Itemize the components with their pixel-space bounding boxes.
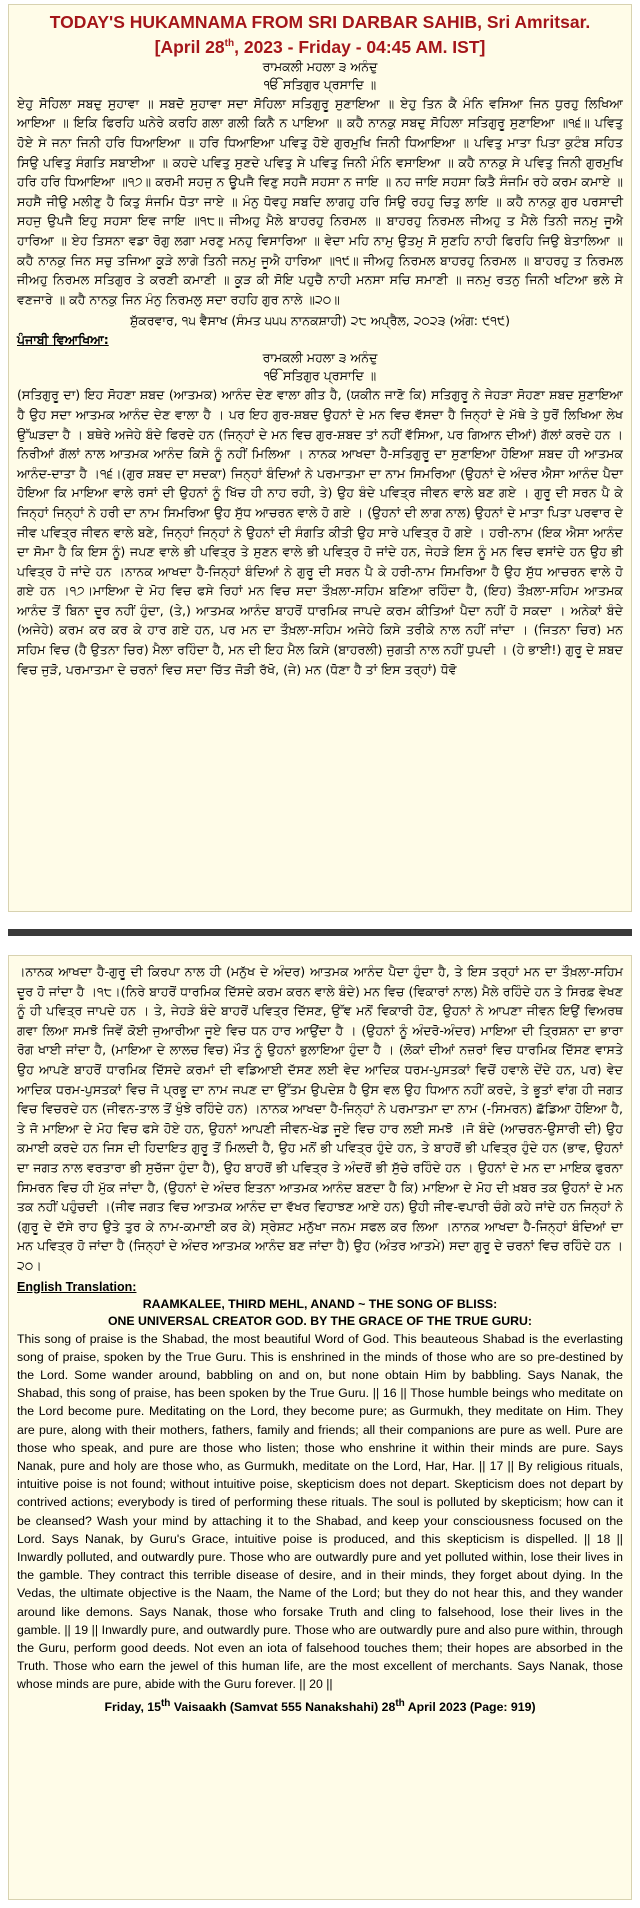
punjabi-text-part2: ।ਨਾਨਕ ਆਖਦਾ ਹੈ-ਗੁਰੂ ਦੀ ਕਿਰਪਾ ਨਾਲ ਹੀ (ਮਨੁੱਖ ਦੇ ਅੰਦਰ) ਆਤਮਕ ਆਨੰਦ ਪੈਦਾ ਹੁੰਦਾ ਹੈ, ਤੇ ਇਸ ਤਰ੍ਹਾਂ ਮਨ ਦਾ ਤੌਖ਼ਲਾ-ਸਹਿਮ ਦੂਰ ਹੋ ਜਾਂਦਾ ਹੈ ।੧੮।(ਨਿਰੇ ਬਾਹਰੋਂ ਧਾਰਮਿਕ ਦਿੱਸਦੇ ਕਰਮ ਕਰਨ ਵਾਲੇ ਬੰਦੇ) ਮਨ ਵਿਚ (ਵਿਕਾਰਾਂ ਨਾਲ) ਮੈਲੇ ਰਹਿੰਦੇ ਹਨ ਤੇ ਸਿਰਫ਼ ਵੇਖਣ ਨੂੰ ਹੀ ਪਵਿਤ੍ਰ ਜਾਪਦੇ ਹਨ । ਤੇ, ਜੇਹੜੇ ਬੰਦੇ ਬਾਹਰੋਂ ਪਵਿਤ੍ਰ ਦਿੱਸਣ, ਉੱਞ ਮਨੋਂ ਵਿਕਾਰੀ ਹੋਣ, ਉਹਨਾਂ ਨੇ ਆਪਣਾ ਜੀਵਨ ਇਉਂ ਵਿਅਰਥ ਗਵਾ ਲਿਆ ਸਮਝੋ ਜਿਵੇਂ ਕੋਈ ਜੁਆਰੀਆ ਜੂਏ ਵਿਚ ਧਨ ਹਾਰ ਆਉਂਦਾ ਹੈ । (ਉਹਨਾਂ ਨੂੰ ਅੰਦਰੋ-ਅੰਦਰ) ਮਾਇਆ ਦੀ ਤ੍ਰਿਸ਼ਨਾ ਦਾ ਭਾਰਾ ਰੋਗ ਖਾਈ ਜਾਂਦਾ ਹੈ, (ਮਾਇਆ ਦੇ ਲਾਲਚ ਵਿਚ) ਮੌਤ ਨੂੰ ਉਹਨਾਂ ਭੁਲਾਇਆ ਹੁੰਦਾ ਹੈ । (ਲੋਕਾਂ ਦੀਆਂ ਨਜ਼ਰਾਂ ਵਿਚ ਧਾਰਮਿਕ ਦਿੱਸਣ ਵਾਸਤੇ ਉਹ ਆਪਣੇ ਬਾਹਰੋਂ ਧਾਰਮਿਕ ਦਿੱਸਦੇ ਕਰਮਾਂ ਦੀ ਵਡਿਆਈ ਦੱਸਣ ਲਈ ਵੇਦ ਆਦਿਕ ਧਰਮ-ਪੁਸਤਕਾਂ ਵਿਚੋਂ ਹਵਾਲੇ ਦੇਂਦੇ ਹਨ, ਪਰ) ਵੇਦ ਆਦਿਕ ਧਰਮ-ਪੁਸਤਕਾਂ ਵਿਚ ਜੋ ਪ੍ਰਭੂ ਦਾ ਨਾਮ ਜਪਣ ਦਾ ਉੱਤਮ ਉਪਦੇਸ਼ ਹੈ ਉਸ ਵਲ ਉਹ ਧਿਆਨ ਨਹੀਂ ਕਰਦੇ, ਤੇ ਭੂਤਾਂ ਵਾਂਗ ਹੀ ਜਗਤ ਵਿਚ ਵਿਚਰਦੇ ਹਨ (ਜੀਵਨ-ਤਾਲ ਤੋਂ ਖੁੰਝੇ ਰਹਿੰਦੇ ਹਨ) ।ਨਾਨਕ ਆਖਦਾ ਹੈ-ਜਿਨ੍ਹਾਂ ਨੇ ਪਰਮਾਤਮਾ ਦਾ ਨਾਮ (-ਸਿਮਰਨ) ਛੱਡਿਆ ਹੋਇਆ ਹੈ, ਤੇ ਜੋ ਮਾਇਆ ਦੇ ਮੋਹ ਵਿਚ ਫਸੇ ਹੋਏ ਹਨ, ਉਹਨਾਂ ਆਪਣੀ ਜੀਵਨ-ਖੇਡ ਜੂਏ ਵਿਚ ਹਾਰ ਲਈ ਸਮਝੋ ।ਜੋ ਬੰਦੇ (ਆਚਰਨ-ਉਸਾਰੀ ਦੀ) ਉਹ ਕਮਾਈ ਕਰਦੇ ਹਨ ਜਿਸ ਦੀ ਹਿਦਾਇਤ ਗੁਰੂ ਤੋਂ ਮਿਲਦੀ ਹੈ, ਉਹ ਮਨੋਂ ਭੀ ਪਵਿਤ੍ਰ ਹੁੰਦੇ ਹਨ, ਤੇ ਬਾਹਰੋਂ ਭੀ ਪਵਿਤ੍ਰ ਹੁੰਦੇ ਹਨ (ਭਾਵ, ਉਹਨਾਂ ਦਾ ਜਗਤ ਨਾਲ ਵਰਤਾਰਾ ਭੀ ਸੁਚੱਜਾ ਹੁੰਦਾ ਹੈ), ਉਹ ਬਾਹਰੋਂ ਭੀ ਪਵਿਤ੍ਰ ਤੇ ਅੰਦਰੋਂ ਭੀ ਸੁੱਚੇ ਰਹਿੰਦੇ ਹਨ । ਉਹਨਾਂ ਦੇ ਮਨ ਦਾ ਮਾਇਕ ਫੁਰਨਾ ਸਿਮਰਨ ਵਿਚ ਹੀ ਮੁੱਕ ਜਾਂਦਾ ਹੈ, (ਉਹਨਾਂ ਦੇ ਅੰਦਰ ਇਤਨਾ ਆਤਮਕ ਆਨੰਦ ਬਣਦਾ ਹੈ ਕਿ) ਮਾਇਆ ਦੇ ਮੋਹ ਦੀ ਖ਼ਬਰ ਤਕ ਉਹਨਾਂ ਦੇ ਮਨ ਤਕ ਨਹੀਂ ਪਹੁੰਚਦੀ ।(ਜੀਵ ਜਗਤ ਵਿਚ ਆਤਮਕ ਆਨੰਦ ਦਾ ਵੱਖਰ ਵਿਹਾਝਣ ਆਏ ਹਨ) ਉਹੀ ਜੀਵ-ਵਪਾਰੀ ਚੰਗੇ ਕਹੇ ਜਾਂਦੇ ਹਨ ਜਿਨ੍ਹਾਂ ਨੇ (ਗੁਰੂ ਦੇ ਦੱਸੇ ਰਾਹ ਉਤੇ ਤੁਰ ਕੇ ਨਾਮ-ਕਮਾਈ ਕਰ ਕੇ) ਸ੍ਰੇਸ਼ਟ ਮਨੁੱਖਾ ਜਨਮ ਸਫਲ ਕਰ ਲਿਆ ।ਨਾਨਕ ਆਖਦਾ ਹੈ-ਜਿਨ੍ਹਾਂ ਬੰਦਿਆਂ ਦਾ ਮਨ ਪਵਿਤ੍ਰ ਹੋ ਜਾਂਦਾ ਹੈ (ਜਿਨ੍ਹਾਂ ਦੇ ਅੰਦਰ ਆਤਮਕ ਆਨੰਦ ਬਣ ਜਾਂਦਾ ਹੈ) ਉਹ (ਅੰਤਰ ਆਤਮੇ) ਸਦਾ ਗੁਰੂ ਦੇ ਚਰਨਾਂ ਵਿਚ ਰਹਿੰਦੇ ਹਨ ।੨੦। — [17, 964, 623, 1273]
punjabi-text-part1: (ਸਤਿਗੁਰੂ ਦਾ) ਇਹ ਸੋਹਣਾ ਸ਼ਬਦ (ਆਤਮਕ) ਆਨੰਦ ਦੇਣ ਵਾਲਾ ਗੀਤ ਹੈ, (ਯਕੀਨ ਜਾਣੋ ਕਿ) ਸਤਿਗੁਰੂ ਨੇ ਜੇਹੜਾ ਸੋਹਣਾ ਸ਼ਬਦ ਸੁਣਾਇਆ ਹੈ ਉਹ ਸਦਾ ਆਤਮਕ ਆਨੰਦ ਦੇਣ ਵਾਲਾ ਹੈ । ਪਰ ਇਹ ਗੁਰ-ਸ਼ਬਦ ਉਹਨਾਂ ਦੇ ਮਨ ਵਿਚ ਵੱਸਦਾ ਹੈ ਜਿਨ੍ਹਾਂ ਦੇ ਮੱਥੇ ਤੇ ਧੁਰੋਂ ਲਿਖਿਆ ਲੇਖ ਉੱਘੜਦਾ ਹੈ । ਬਥੇਰੇ ਅਜੇਹੇ ਬੰਦੇ ਫਿਰਦੇ ਹਨ (ਜਿਨ੍ਹਾਂ ਦੇ ਮਨ ਵਿਚ ਗੁਰ-ਸ਼ਬਦ ਤਾਂ ਨਹੀਂ ਵੱਸਿਆ, ਪਰ ਗਿਆਨ ਦੀਆਂ) ਗੱਲਾਂ ਕਰਦੇ ਹਨ । ਨਿਰੀਆਂ ਗੱਲਾਂ ਨਾਲ ਆਤਮਕ ਆਨੰਦ ਕਿਸੇ ਨੂੰ ਨਹੀਂ ਮਿਲਿਆ । ਨਾਨਕ ਆਖਦਾ ਹੈ-ਸਤਿਗੁਰੂ ਦਾ ਸੁਣਾਇਆ ਹੋਇਆ ਸ਼ਬਦ ਹੀ ਆਤਮਕ ਆਨੰਦ-ਦਾਤਾ ਹੈ ।੧੬।(ਗੁਰ ਸ਼ਬਦ ਦਾ ਸਦਕਾ) ਜਿਨ੍ਹਾਂ ਬੰਦਿਆਂ ਨੇ ਪਰਮਾਤਮਾ ਦਾ ਨਾਮ ਸਿਮਰਿਆ (ਉਹਨਾਂ ਦੇ ਅੰਦਰ ਐਸਾ ਆਨੰਦ ਪੈਦਾ ਹੋਇਆ ਕਿ ਮਾਇਆ ਵਾਲੇ ਰਸਾਂ ਦੀ ਉਹਨਾਂ ਨੂੰ ਖਿੱਚ ਹੀ ਨਾਹ ਰਹੀ, ਤੇ) ਉਹ ਬੰਦੇ ਪਵਿਤ੍ਰ ਜੀਵਨ ਵਾਲੇ ਬਣ ਗਏ । ਗੁਰੂ ਦੀ ਸਰਨ ਪੈ ਕੇ ਜਿਨ੍ਹਾਂ ਜਿਨ੍ਹਾਂ ਨੇ ਹਰੀ ਦਾ ਨਾਮ ਸਿਮਰਿਆ ਉਹ ਸੁੱਧ ਆਚਰਨ ਵਾਲੇ ਹੋ ਗਏ । (ਉਹਨਾਂ ਦੀ ਲਾਗ ਨਾਲ) ਉਹਨਾਂ ਦੇ ਮਾਤਾ ਪਿਤਾ ਪਰਵਾਰ ਦੇ ਜੀਵ ਪਵਿਤ੍ਰ ਜੀਵਨ ਵਾਲੇ ਬਣੇ, ਜਿਨ੍ਹਾਂ ਜਿਨ੍ਹਾਂ ਨੇ ਉਹਨਾਂ ਦੀ ਸੰਗਤਿ ਕੀਤੀ ਉਹ ਸਾਰੇ ਪਵਿਤ੍ਰ ਹੋ ਗਏ । ਹਰੀ-ਨਾਮ (ਇਕ ਐਸਾ ਆਨੰਦ ਦਾ ਸੋਮਾ ਹੈ ਕਿ ਇਸ ਨੂੰ) ਜਪਣ ਵਾਲੇ ਭੀ ਪਵਿਤ੍ਰ ਤੇ ਸੁਣਨ ਵਾਲੇ ਭੀ ਪਵਿਤ੍ਰ ਹੋ ਜਾਂਦੇ ਹਨ, ਜੇਹੜੇ ਇਸ ਨੂੰ ਮਨ ਵਿਚ ਵਸਾਂਦੇ ਹਨ ਉਹ ਭੀ ਪਵਿਤ੍ਰ ਹੋ ਜਾਂਦੇ ਹਨ ।ਨਾਨਕ ਆਖਦਾ ਹੈ-ਜਿਨ੍ਹਾਂ ਬੰਦਿਆਂ ਨੇ ਗੁਰੂ ਦੀ ਸਰਨ ਪੈ ਕੇ ਹਰੀ-ਨਾਮ ਸਿਮਰਿਆ ਹੈ ਉਹ ਸੁੱਧ ਆਚਰਨ ਵਾਲੇ ਹੋ ਗਏ ਹਨ ।੧੭।ਮਾਇਆ ਦੇ ਮੋਹ ਵਿਚ ਫਸੇ ਰਿਹਾਂ ਮਨ ਵਿਚ ਸਦਾ ਤੌਖ਼ਲਾ-ਸਹਿਮ ਬਣਿਆ ਰਹਿੰਦਾ ਹੈ, (ਇਹ) ਤੌਖ਼ਲਾ-ਸਹਿਮ ਆਤਮਕ ਆਨੰਦ ਤੋਂ ਬਿਨਾ ਦੂਰ ਨਹੀਂ ਹੁੰਦਾ, (ਤੇ,) ਆਤਮਕ ਆਨੰਦ ਬਾਹਰੋਂ ਧਾਰਮਿਕ ਜਾਪਦੇ ਕਰਮ ਕੀਤਿਆਂ ਪੈਦਾ ਨਹੀਂ ਹੋ ਸਕਦਾ । ਅਨੇਕਾਂ ਬੰਦੇ (ਅਜੇਹੇ) ਕਰਮ ਕਰ ਕਰ ਕੇ ਹਾਰ ਗਏ ਹਨ, ਪਰ ਮਨ ਦਾ ਤੌਖ਼ਲਾ-ਸਹਿਮ ਅਜੇਹੇ ਕਿਸੇ ਤਰੀਕੇ ਨਾਲ ਨਹੀਂ ਜਾਂਦਾ । (ਜਿਤਨਾ ਚਿਰ) ਮਨ ਸਹਿਮ ਵਿਚ (ਹੈ ਉਤਨਾ ਚਿਰ) ਮੈਲਾ ਰਹਿੰਦਾ ਹੈ, ਮਨ ਦੀ ਇਹ ਮੈਲ ਕਿਸੇ (ਬਾਹਰਲੀ) ਜੁਗਤੀ ਨਾਲ ਨਹੀਂ ਧੁਪਦੀ । (ਹੇ ਭਾਈ!) ਗੁਰੂ ਦੇ ਸ਼ਬਦ ਵਿਚ ਜੁੜੋ, ਪਰਮਾਤਮਾ ਦੇ ਚਰਨਾਂ ਵਿਚ ਸਦਾ ਚਿੱਤ ਜੋੜੀ ਰੱਖੋ, (ਜੇ) ਮਨ (ਧੋਣਾ ਹੈ ਤਾਂ ਇਸ ਤਰ੍ਹਾਂ) ਧੋਵੋ — [17, 387, 623, 677]
header-title: TODAY'S HUKAMNAMA FROM SRI DARBAR SAHIB — [49, 12, 478, 32]
gurbani-date-line: ਸ਼ੁੱਕਰਵਾਰ, ੧੫ ਵੈਸਾਖ (ਸੰਮਤ ੫੫੫ ਨਾਨਕਸ਼ਾਹੀ) ੨੮ ਅਪ੍ਰੈਲ, ੨੦੨੩ (ਅੰਗ: ੯੧੯) — [129, 313, 511, 329]
footer-part-b: Vaisaakh (Samvat 555 Nanakshahi) 28 — [170, 1699, 396, 1714]
separator-bar — [8, 929, 632, 936]
footer-part-c: April 2023 (Page: 919) — [404, 1699, 536, 1714]
section-separator — [0, 917, 640, 947]
header-location: , Sri Amritsar. — [477, 12, 591, 32]
punjabi-mangal: ੴ ਸਤਿਗੁਰ ਪ੍ਰਸਾਦਿ ॥ — [263, 368, 377, 384]
footer-sup2: th — [395, 1697, 405, 1709]
english-title-line1: RAAMKALEE, THIRD MEHL, ANAND ~ THE SONG OF BLISS: — [142, 1296, 498, 1311]
header-date-sup: th — [224, 38, 235, 49]
gurbani-mangal: ੴ ਸਤਿਗੁਰ ਪ੍ਰਸਾਦਿ ॥ — [263, 76, 377, 92]
punjabi-heading: ਪੰਜਾਬੀ ਵਿਆਖਿਆ: — [17, 332, 109, 348]
english-footer — [17, 1695, 623, 1716]
english-heading: English Translation: — [17, 1279, 137, 1294]
punjabi-raag: ਰਾਮਕਲੀ ਮਹਲਾ ੩ ਅਨੰਦੁ — [262, 350, 378, 366]
header-title-line — [17, 11, 623, 33]
header-date-rest: , 2023 - Friday - 04:45 AM. IST] — [234, 36, 486, 57]
hukamnama-panel-top — [8, 4, 632, 912]
header-date-open: [April 28 — [154, 36, 225, 57]
gurbani-text: ਏਹੁ ਸੋਹਿਲਾ ਸਬਦੁ ਸੁਹਾਵਾ ॥ ਸਬਦੋ ਸੁਹਾਵਾ ਸਦਾ ਸੋਹਿਲਾ ਸਤਿਗੁਰੂ ਸੁਣਾਇਆ ॥ ਏਹੁ ਤਿਨ ਕੈ ਮੰਨਿ ਵਸਿਆ ਜਿਨ ਧੁਰਹੁ ਲਿਖਿਆ ਆਇਆ ॥ ਇਕਿ ਫਿਰਹਿ ਘਨੇਰੇ ਕਰਹਿ ਗਲਾ ਗਲੀ ਕਿਨੈ ਨ ਪਾਇਆ ॥ ਕਹੈ ਨਾਨਕੁ ਸਬਦੁ ਸੋਹਿਲਾ ਸਤਿਗੁਰੂ ਸੁਣਾਇਆ ॥੧੬॥ ਪਵਿਤੁ ਹੋਏ ਸੇ ਜਨਾ ਜਿਨੀ ਹਰਿ ਧਿਆਇਆ ॥ ਹਰਿ ਧਿਆਇਆ ਪਵਿਤੁ ਹੋਏ ਗੁਰਮੁਖਿ ਜਿਨੀ ਧਿਆਇਆ ॥ ਪਵਿਤੁ ਮਾਤਾ ਪਿਤਾ ਕੁਟੰਬ ਸਹਿਤ ਸਿਉ ਪਵਿਤੁ ਸੰਗਤਿ ਸਬਾਈਆ ॥ ਕਹਦੇ ਪਵਿਤੁ ਸੁਣਦੇ ਪਵਿਤੁ ਸੇ ਪਵਿਤੁ ਜਿਨੀ ਮੰਨਿ ਵਸਾਇਆ ॥ ਕਹੈ ਨਾਨਕੁ ਸੇ ਪਵਿਤੁ ਜਿਨੀ ਗੁਰਮੁਖਿ ਹਰਿ ਹਰਿ ਧਿਆਇਆ ॥੧੭॥ ਕਰਮੀ ਸਹਜੁ ਨ ਊਪਜੈ ਵਿਣੁ ਸਹਜੈ ਸਹਸਾ ਨ ਜਾਇ ॥ ਨਹ ਜਾਇ ਸਹਸਾ ਕਿਤੈ ਸੰਜਮਿ ਰਹੇ ਕਰਮ ਕਮਾਏ ॥ ਸਹਸੈ ਜੀਉ ਮਲੀਣੁ ਹੈ ਕਿਤੁ ਸੰਜਮਿ ਧੋਤਾ ਜਾਏ ॥ ਮੰਨੁ ਧੋਵਹੁ ਸਬਦਿ ਲਾਗਹੁ ਹਰਿ ਸਿਉ ਰਹਹੁ ਚਿਤੁ ਲਾਇ ॥ ਕਹੈ ਨਾਨਕੁ ਗੁਰ ਪਰਸਾਦੀ ਸਹਜੁ ਉਪਜੈ ਇਹੁ ਸਹਸਾ ਇਵ ਜਾਇ ॥੧੮॥ ਜੀਅਹੁ ਮੈਲੇ ਬਾਹਰਹੁ ਨਿਰਮਲ ॥ ਬਾਹਰਹੁ ਨਿਰਮਲ ਜੀਅਹੁ ਤ ਮੈਲੇ ਤਿਨੀ ਜਨਮੁ ਜੂਐ ਹਾਰਿਆ ॥ ਏਹ ਤਿਸਨਾ ਵਡਾ ਰੋਗੁ ਲਗਾ ਮਰਣੁ ਮਨਹੁ ਵਿਸਾਰਿਆ ॥ ਵੇਦਾ ਮਹਿ ਨਾਮੁ ਉਤਮੁ ਸੋ ਸੁਣਹਿ ਨਾਹੀ ਫਿਰਹਿ ਜਿਉ ਬੇਤਾਲਿਆ ॥ ਕਹੈ ਨਾਨਕੁ ਜਿਨ ਸਚੁ ਤਜਿਆ ਕੂੜੇ ਲਾਗੇ ਤਿਨੀ ਜਨਮੁ ਜੂਐ ਹਾਰਿਆ ॥੧੯॥ ਜੀਅਹੁ ਨਿਰਮਲ ਬਾਹਰਹੁ ਨਿਰਮਲ ॥ ਬਾਹਰਹੁ ਤ ਨਿਰਮਲ ਜੀਅਹੁ ਨਿਰਮਲ ਸਤਿਗੁਰ ਤੇ ਕਰਣੀ ਕਮਾਣੀ ॥ ਕੂੜ ਕੀ ਸੋਇ ਪਹੁਚੈ ਨਾਹੀ ਮਨਸਾ ਸਚਿ ਸਮਾਣੀ ॥ ਜਨਮੁ ਰਤਨੁ ਜਿਨੀ ਖਟਿਆ ਭਲੇ ਸੇ ਵਣਜਾਰੇ ॥ ਕਹੈ ਨਾਨਕੁ ਜਿਨ ਮੰਨੁ ਨਿਰਮਲੁ ਸਦਾ ਰਹਹਿ ਗੁਰ ਨਾਲੇ ॥੨੦॥ — [17, 95, 623, 307]
hukamnama-panel-bottom — [8, 955, 632, 1900]
footer-part-a: Friday, 15 — [104, 1699, 161, 1714]
gurbani-raag: ਰਾਮਕਲੀ ਮਹਲਾ ੩ ਅਨੰਦੁ — [262, 58, 378, 74]
footer-sup: th — [160, 1697, 171, 1709]
english-text: This song of praise is the Shabad, the most beautiful Word of God. This beauteous Shabad is the everlasting song of praise, spoken by the True Guru. This is enshrined in the minds of those who are so pre-destined by the Lord. Some wander around, babbling on and on, but none obtain Him by babbling. Says Nanak, the Shabad, this song of praise, has been spoken by the True Guru. || 16 || Those humble beings who meditate on the Lord become pure. Meditating on the Lord, they become pure; as Gurmukh, they meditate on Him. They are pure, along with their mothers, fathers, family and friends; all their companions are pure as well. Pure are those who speak, and pure are those who listen; those who enshrine it within their minds are pure. Says Nanak, pure and holy are those who, as Gurmukh, meditate on the Lord, Har, Har. || 17 || By religious rituals, intuitive poise is not found; without intuitive poise, skepticism does not depart. Skepticism does not depart by contrived actions; everybody is tired of performing these rituals. The soul is polluted by skepticism; how can it be cleansed? Wash your mind by attaching it to the Shabad, and keep your consciousness focused on the Lord. Says Nanak, by Guru's Grace, intuitive poise is produced, and this skepticism is dispelled. || 18 || Inwardly polluted, and outwardly pure. Those who are outwardly pure and yet polluted within, lose their lives in the gamble. They contract this terrible disease of desire, and in their minds, they forget about dying. In the Vedas, the ultimate objective is the Naam, the Name of the Lord; but they do not hear this, and they wander around like demons. Says Nanak, those who forsake Truth and cling to falsehood, lose their lives in the gamble. || 19 || Inwardly pure, and outwardly pure. Those who are outwardly pure and also pure within, through the Guru, perform good deeds. Not even an iota of falsehood touches them; their hopes are absorbed in the Truth. Those who earn the jewel of this human life, are the most excellent of merchants. Says Nanak, those whose minds are pure, abide with the Guru forever. || 20 || — [17, 1331, 623, 1692]
english-title-line2: ONE UNIVERSAL CREATOR GOD. BY THE GRACE OF THE TRUE GURU: — [107, 1313, 533, 1328]
header — [17, 11, 623, 58]
header-date-line — [17, 33, 623, 58]
